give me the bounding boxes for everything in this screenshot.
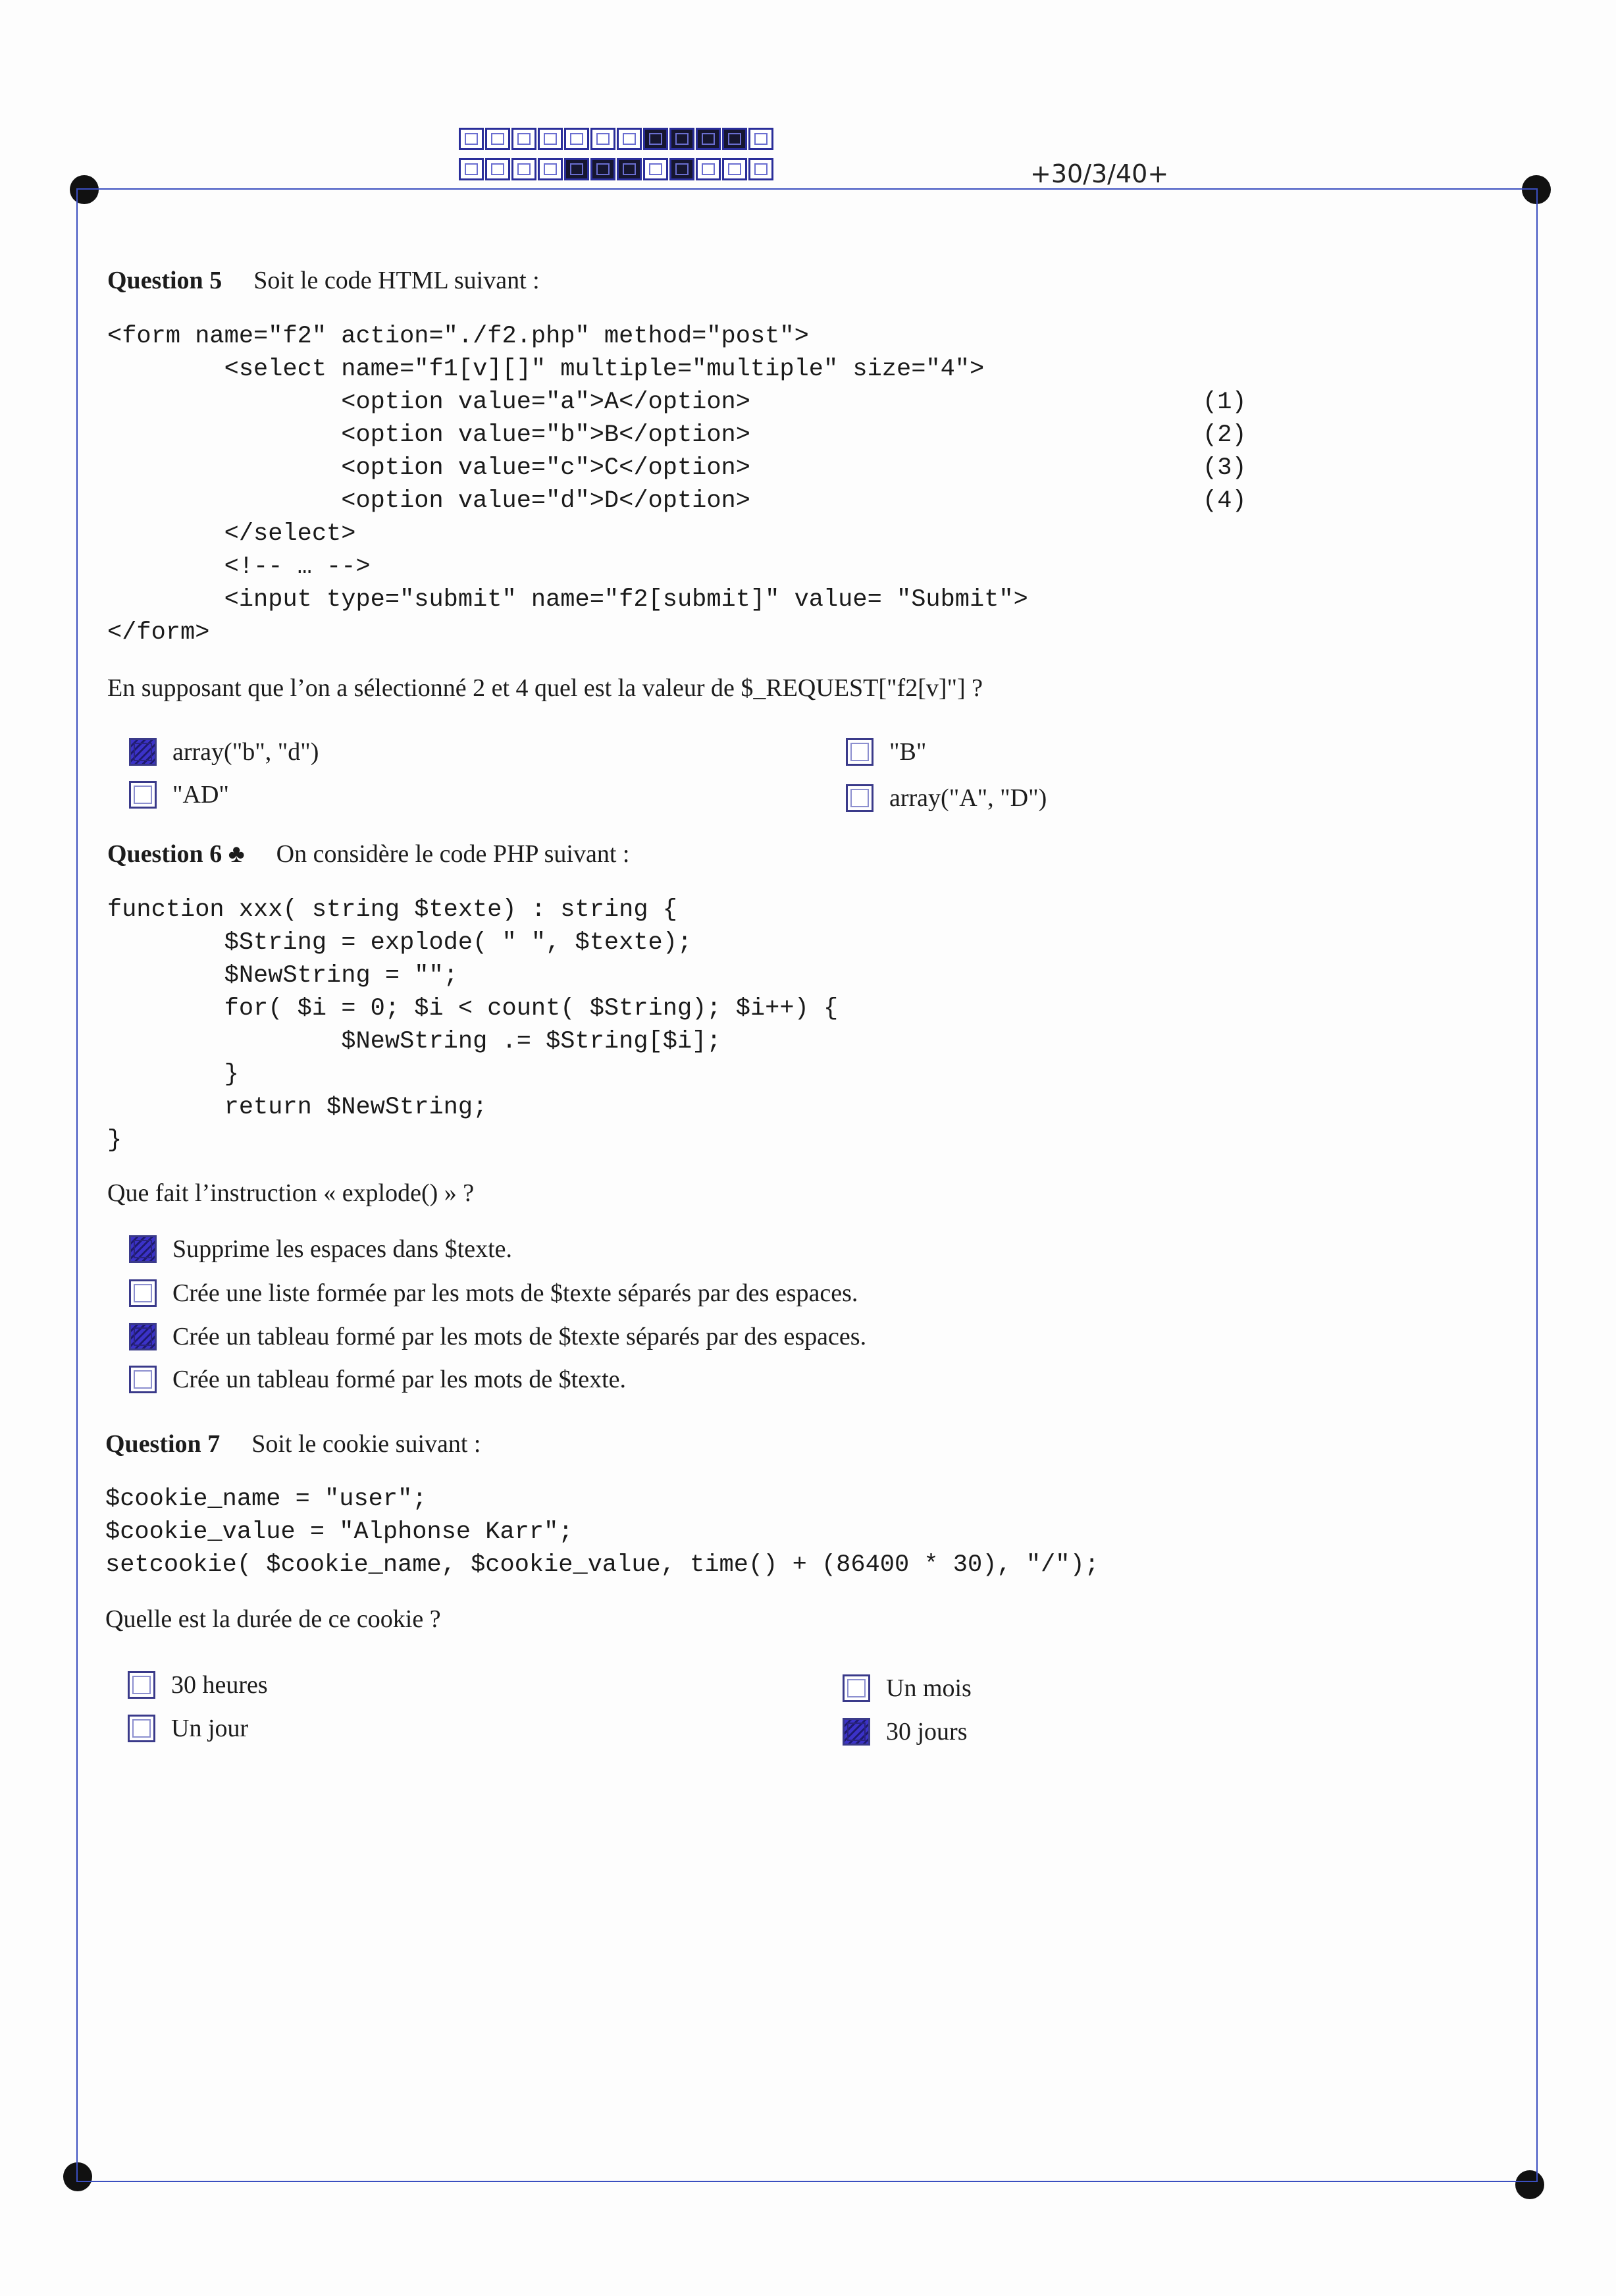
code-cell-empty — [722, 158, 747, 180]
question-7-option-1[interactable] — [128, 1670, 268, 1699]
code-cell-filled — [643, 128, 668, 150]
code-cell-empty — [511, 158, 536, 180]
question-5-line-numbers: (1) (2) (3) (4) — [1203, 388, 1247, 515]
option-label: Un mois — [886, 1674, 972, 1702]
question-7-intro: Soit le cookie suivant : — [251, 1430, 481, 1458]
option-label: Supprime les espaces dans $texte. — [172, 1235, 513, 1263]
code-cell-empty — [748, 128, 773, 150]
code-cell-filled — [564, 158, 589, 180]
code-cell-empty — [485, 158, 510, 180]
question-5-title — [107, 266, 540, 295]
page-id: +30/3/40+ — [1030, 159, 1169, 188]
code-cell-empty — [748, 158, 773, 180]
question-6-title — [107, 840, 629, 868]
question-6-option-3[interactable] — [129, 1322, 866, 1351]
code-cell-filled — [722, 128, 747, 150]
checkbox[interactable] — [128, 1715, 155, 1742]
question-6-code: function xxx( string $texte) : string { $String = explode( " ", $texte); $NewString = ""; for( $i = 0; $i < count( $String); $i++) { $NewString .= $String[$i]; } return $NewString; } — [107, 896, 839, 1154]
code-cell-filled — [669, 158, 694, 180]
question-5-option-3[interactable] — [846, 737, 926, 766]
option-label: array("b", "d") — [172, 738, 319, 766]
code-cell-empty — [564, 128, 589, 150]
question-7-title — [105, 1429, 481, 1458]
question-6-prompt: Que fait l’instruction « explode() » ? — [107, 1179, 475, 1207]
binary-code-row-1 — [459, 128, 775, 150]
code-cell-filled — [590, 158, 615, 180]
option-label: Crée un tableau formé par les mots de $texte séparés par des espaces. — [172, 1323, 867, 1350]
question-7-code: $cookie_name = "user"; $cookie_value = "Alphonse Karr"; setcookie( $cookie_name, $cookie_value, time() + (86400 * 30), "/"); — [105, 1485, 1099, 1579]
code-cell-empty — [590, 128, 615, 150]
code-cell-empty — [459, 158, 484, 180]
code-cell-empty — [538, 128, 563, 150]
checkbox[interactable] — [128, 1671, 155, 1699]
option-label: Un jour — [171, 1715, 249, 1742]
question-7-option-3[interactable] — [843, 1674, 972, 1703]
question-5-option-1[interactable] — [129, 737, 319, 766]
checkbox[interactable] — [129, 738, 157, 766]
checkbox[interactable] — [846, 784, 873, 812]
question-5-intro: Soit le code HTML suivant : — [253, 267, 540, 294]
code-cell-empty — [459, 128, 484, 150]
code-cell-empty — [643, 158, 668, 180]
option-label: 30 jours — [886, 1718, 968, 1746]
checkbox[interactable] — [129, 1279, 157, 1307]
question-5-prompt: En supposant que l’on a sélectionné 2 et 4 quel est la valeur de $_REQUEST["f2[v]"] ? — [107, 674, 983, 702]
code-cell-filled — [669, 128, 694, 150]
option-label: 30 heures — [171, 1671, 268, 1699]
checkbox[interactable] — [843, 1674, 870, 1702]
question-6-option-4[interactable] — [129, 1365, 626, 1394]
checkbox[interactable] — [129, 1235, 157, 1263]
checkbox[interactable] — [846, 738, 873, 766]
question-5-code: <form name="f2" action="./f2.php" method="post"> <select name="f1[v][]" multiple="multiple" size="4"> <option value="a">A</option> <option value="b">B</option> <option value="c">C</option> <option value="d">D</option> </select> <!-- … --> <input type="submit" name="f2[submit]" value= "Submit"> </form> — [107, 323, 1028, 647]
question-5-option-2[interactable] — [129, 780, 229, 809]
code-cell-filled — [696, 128, 721, 150]
question-7-label: Question 7 — [105, 1430, 221, 1458]
code-cell-empty — [696, 158, 721, 180]
code-cell-empty — [485, 128, 510, 150]
question-6-option-2[interactable] — [129, 1279, 858, 1308]
question-6-intro: On considère le code PHP suivant : — [276, 840, 630, 868]
question-7-prompt: Quelle est la durée de ce cookie ? — [105, 1605, 441, 1633]
option-label: Crée un tableau formé par les mots de $texte. — [172, 1366, 627, 1393]
code-cell-filled — [617, 158, 642, 180]
question-7-option-4[interactable] — [843, 1717, 968, 1746]
question-6-label: Question 6 ♣ — [107, 840, 245, 868]
checkbox[interactable] — [843, 1718, 870, 1746]
question-5-label: Question 5 — [107, 267, 222, 294]
checkbox[interactable] — [129, 1323, 157, 1350]
option-label: Crée une liste formée par les mots de $texte séparés par des espaces. — [172, 1279, 858, 1307]
option-label: "AD" — [172, 781, 229, 809]
code-cell-empty — [617, 128, 642, 150]
checkbox[interactable] — [129, 781, 157, 809]
option-label: "B" — [889, 738, 927, 766]
code-cell-empty — [511, 128, 536, 150]
binary-code-row-2 — [459, 158, 775, 180]
checkbox[interactable] — [129, 1366, 157, 1393]
option-label: array("A", "D") — [889, 784, 1047, 812]
code-cell-empty — [538, 158, 563, 180]
question-6-option-1[interactable] — [129, 1235, 512, 1264]
question-7-option-2[interactable] — [128, 1714, 248, 1743]
question-5-option-4[interactable] — [846, 784, 1047, 813]
